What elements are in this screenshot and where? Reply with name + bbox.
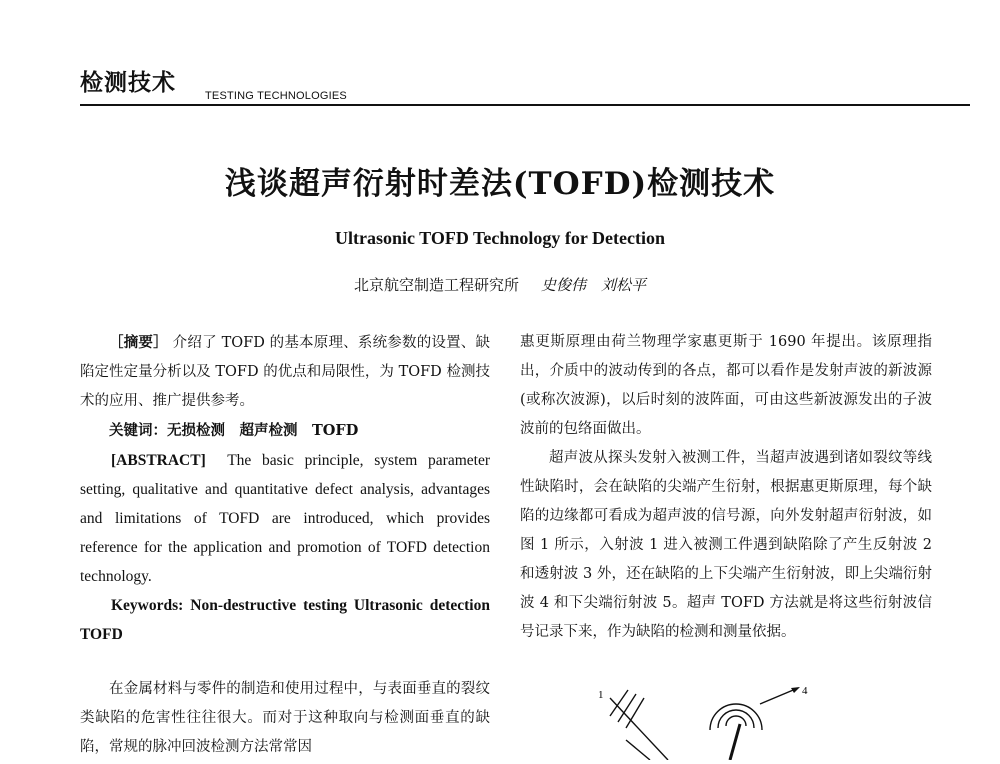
arrowhead-icon: [791, 687, 800, 693]
diffraction-arc: [718, 710, 754, 728]
abstract-en-text: The basic principle, system parameter setting, qualitative and quantitative defect analysis, advantages and limitations of TOFD are introduced, which provides reference for the application and promotion of TOFD detection technology.: [80, 452, 491, 585]
body-paragraph-right-2: 超声波从探头发射入被测工件，当超声波遇到诸如裂纹等线性缺陷时，会在缺陷的尖端产生衍射，根据惠更斯原理，每个缺陷的边缘都可看成为超声波的信号源，向外发射超声衍射波，如图 1 所示，入射波 1 进入被测工件遇到缺陷除了产生反射波 2 和透射波 3 外，还在缺陷的上下尖端产生衍射波，即上尖端衍射波 4 和下尖端衍射波 5。超声 TOFD 方法就是将这些衍射波信号记录下来，作为缺陷的检测和测量依据。: [520, 450, 932, 640]
article-title-en: Ultrasonic TOFD Technology for Detection: [335, 228, 665, 248]
diffraction-diagram: [590, 684, 850, 760]
header-rule: [80, 104, 970, 106]
body-paragraph-left: 在金属材料与零件的制造和使用过程中，与表面垂直的裂纹类缺陷的危害性往往很大。而对于这种取向与检测面垂直的缺陷，常规的脉冲回波检测方法常常因: [80, 681, 490, 755]
abstract-cn-text: 介绍了 TOFD 的基本原理、系统参数的设置、缺陷定性定量分析以及 TOFD 的优点和局限性，为 TOFD 检测技术的应用、推广提供参考。: [80, 335, 491, 409]
author-institution: 北京航空制造工程研究所: [353, 276, 519, 294]
diffraction-arc: [726, 716, 746, 726]
keywords-cn-label: 关键词：: [109, 422, 167, 439]
keywords-en: Keywords: Non-destructive testing Ultrasonic detection TOFD: [80, 597, 490, 643]
abstract-cn: [80, 328, 490, 416]
incident-wavefront-line: [626, 698, 644, 728]
figure-label-1: 1: [598, 689, 604, 701]
section-title-cn: 检测技术: [80, 69, 176, 96]
body-paragraph-right-1: 惠更斯原理由荷兰物理学家惠更斯于 1690 年提出。该原理指出，介质中的波动传到的各点，都可以看作是发射声波的新波源(或称次波源)，以后时刻的波阵面，可由这些新波源发出的子波波前的包络面做出。: [520, 334, 932, 437]
section-title-en: TESTING TECHNOLOGIES: [205, 90, 347, 102]
author-line: [0, 274, 1000, 295]
incident-wavefront-line: [618, 694, 636, 722]
diffraction-ray-4: [760, 688, 798, 704]
incident-wavefront-line: [610, 690, 628, 716]
article-title-cn: 浅谈超声衍射时差法(TOFD)检测技术: [224, 166, 776, 202]
keywords-cn: [80, 416, 490, 446]
keywords-cn-text: 无损检测 超声检测 TOFD: [167, 422, 359, 439]
author-names: 史俊伟 刘松平: [541, 276, 647, 294]
incident-wave-ray: [626, 740, 650, 760]
left-column: [80, 328, 490, 762]
abstract-cn-label: ［摘要］: [109, 334, 168, 351]
abstract-en-label: [ABSTRACT]: [111, 452, 206, 469]
defect-line: [730, 724, 740, 760]
right-column: [520, 328, 932, 647]
figure-1-diagram: [590, 684, 850, 760]
abstract-en: [80, 446, 490, 591]
figure-label-4: 4: [802, 685, 808, 697]
